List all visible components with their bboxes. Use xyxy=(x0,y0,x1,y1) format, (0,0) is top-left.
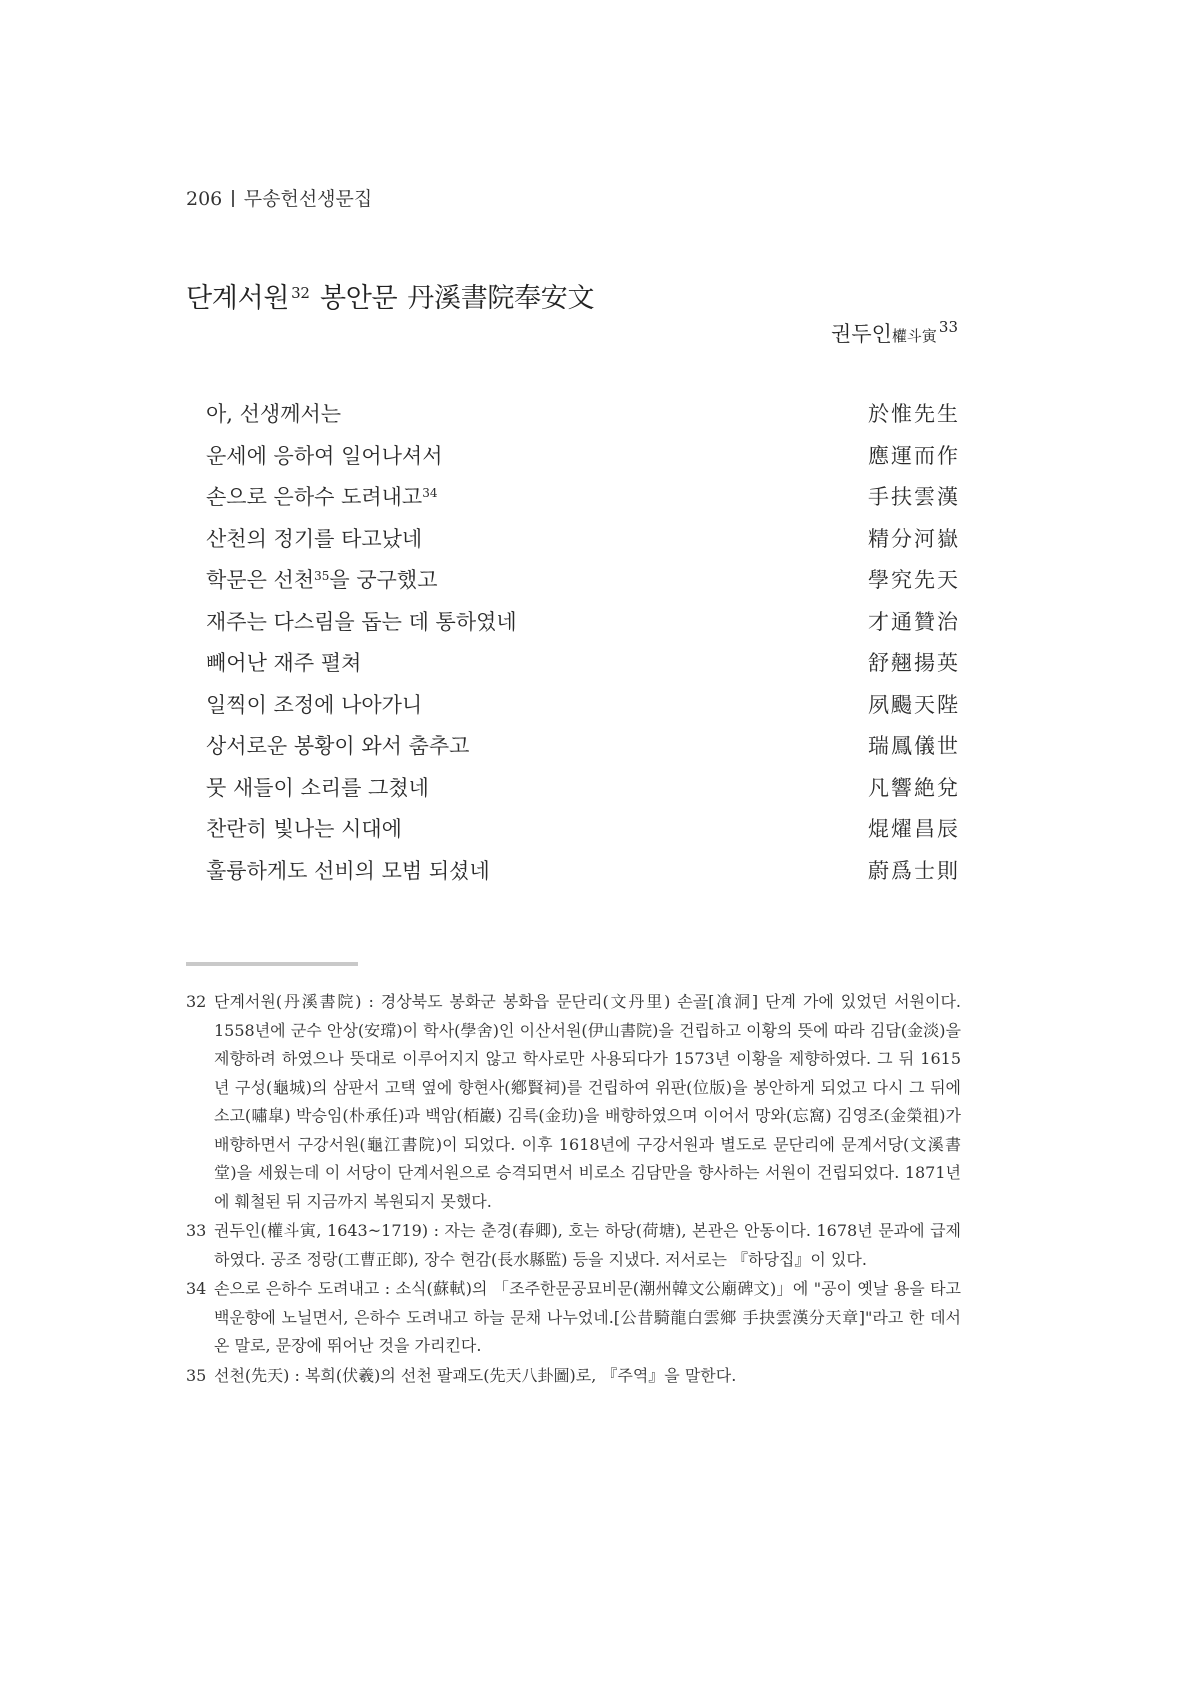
poem-korean: 상서로운 봉황이 와서 춤추고 xyxy=(206,734,470,758)
poem-footnote-ref[interactable]: 35 xyxy=(314,569,330,583)
footnote-text: 권두인(權斗寅, 1643~1719) : 자는 춘경(春卿), 호는 하당(荷塘), 본관은 안동이다. 1678년 문과에 급제하였다. 공조 정랑(工曹正郞), 장수 현감(長水縣監) 등을 지냈다. 저서로는 『하당집』이 있다. xyxy=(214,1221,961,1269)
poem-line xyxy=(206,606,960,648)
poem-line xyxy=(206,564,960,606)
poem-korean: 손으로 은하수 도려내고 xyxy=(206,485,423,509)
poem-footnote-ref[interactable]: 34 xyxy=(422,486,438,500)
poem-line xyxy=(206,523,960,565)
poem-hanja: 才通贊治 xyxy=(868,609,960,634)
footnote xyxy=(186,1362,961,1391)
author-footnote-ref[interactable]: 33 xyxy=(938,318,958,336)
poem-korean: 훌륭하게도 선비의 모범 되셨네 xyxy=(206,858,490,883)
poem-korean: 일찍이 조정에 나아가니 xyxy=(206,692,423,717)
title-korean2: 봉안문 xyxy=(319,283,398,314)
poem-korean: 아, 선생께서는 xyxy=(206,402,342,426)
poem-hanja: 學究先天 xyxy=(868,568,960,592)
poem-korean: 뭇 새들이 소리를 그쳤네 xyxy=(206,775,429,800)
poem-hanja: 精分河嶽 xyxy=(868,526,960,551)
title-footnote-ref[interactable]: 32 xyxy=(291,284,310,302)
poem-hanja: 焜燿昌辰 xyxy=(868,817,960,841)
poem-hanja: 凡響絶兌 xyxy=(868,775,960,800)
page-number: 206 xyxy=(186,188,223,210)
poem-hanja: 於惟先生 xyxy=(868,402,960,426)
author-name: 권두인 xyxy=(831,322,892,346)
poem-hanja: 舒翹揚英 xyxy=(868,651,960,675)
title-hanja: 丹溪書院奉安文 xyxy=(407,283,595,314)
footnote-number: 34 xyxy=(186,1279,207,1298)
running-header xyxy=(186,184,372,211)
footnote-number: 35 xyxy=(186,1365,207,1385)
poem-line xyxy=(206,813,960,855)
author-line xyxy=(831,318,960,348)
footnote-divider xyxy=(186,962,358,966)
poem-korean: 운세에 응하여 일어나셔서 xyxy=(206,443,443,468)
poem-line xyxy=(206,855,960,897)
poem-korean-after: 을 궁구했고 xyxy=(329,568,438,592)
poem-line xyxy=(206,689,960,731)
footnote xyxy=(186,1275,961,1361)
footnote-number: 32 xyxy=(186,992,207,1011)
header-separator xyxy=(232,190,234,207)
footnote-number: 33 xyxy=(186,1221,207,1240)
footnote xyxy=(186,988,961,1216)
poem-line xyxy=(206,481,960,523)
poem-hanja: 應運而作 xyxy=(868,443,960,468)
poem-line xyxy=(206,730,960,772)
poem-line xyxy=(206,398,960,440)
poem-korean-wrap xyxy=(206,564,438,594)
footnote xyxy=(186,1217,961,1274)
poem-hanja: 夙颺天陛 xyxy=(868,692,960,717)
footnote-text: 손으로 은하수 도려내고 : 소식(蘇軾)의 「조주한문공묘비문(潮州韓文公廟碑文)」에 "공이 옛날 용을 타고 백운향에 노닐면서, 은하수 도려내고 하늘 문채 나누었네.[公昔騎龍白雲鄉 手抉雲漢分天章]"라고 한 데서 온 말로, 문장에 뛰어난 것을 가리킨다. xyxy=(214,1279,961,1355)
poem-korean: 빼어난 재주 펼쳐 xyxy=(206,651,362,675)
section-title xyxy=(186,276,594,315)
poem-line xyxy=(206,772,960,814)
poem-korean: 재주는 다스림을 돕는 데 통하였네 xyxy=(206,609,517,634)
poem-hanja: 瑞鳳儀世 xyxy=(868,734,960,758)
poem-korean: 찬란히 빛나는 시대에 xyxy=(206,817,402,841)
poem-line xyxy=(206,440,960,482)
footnotes xyxy=(186,988,961,1391)
book-title: 무송헌선생문집 xyxy=(243,188,373,210)
poem-hanja: 手扶雲漢 xyxy=(868,485,960,509)
poem xyxy=(206,398,960,896)
poem-korean-wrap xyxy=(206,481,438,511)
author-hanja: 權斗寅 xyxy=(891,327,937,345)
poem-korean: 산천의 정기를 타고났네 xyxy=(206,526,423,551)
poem-korean: 학문은 선천 xyxy=(206,568,315,592)
footnote-text: 단계서원(丹溪書院) : 경상북도 봉화군 봉화읍 문단리(文丹里) 손골[飡洞] 단계 가에 있었던 서원이다. 1558년에 군수 안상(安瑺)이 학사(學舍)인 이산서원(伊山書院)을 건립하고 이황의 뜻에 따라 김담(金淡)을 제향하려 하였으나 뜻대로 이루어지지 않고 학사로만 사용되다가 1573년 이황을 제향하였다. 그 뒤 1615년 구성(龜城)의 삼판서 고택 옆에 향현사(鄕賢祠)를 건립하여 위판(位版)을 봉안하게 되었고 다시 그 뒤에 소고(嘯皐) 박승임(朴承任)과 백암(栢巖) 김륵(金玏)을 배향하였으며 이어서 망와(忘窩) 김영조(金榮祖)가 배향하면서 구강서원(龜江書院)이 되었다. 이후 1618년에 구강서원과 별도로 문단리에 문계서당(文溪書堂)을 세웠는데 이 서당이 단계서원으로 승격되면서 비로소 김담만을 향사하는 서원이 건립되었다. 1871년에 훼철된 뒤 지금까지 복원되지 못했다. xyxy=(214,992,961,1211)
title-korean: 단계서원 xyxy=(186,283,290,314)
poem-hanja: 蔚爲士則 xyxy=(868,858,960,883)
footnote-text: 선천(先天) : 복희(伏羲)의 선천 팔괘도(先天八卦圖)로, 『주역』을 말한다. xyxy=(214,1365,737,1385)
poem-line xyxy=(206,647,960,689)
